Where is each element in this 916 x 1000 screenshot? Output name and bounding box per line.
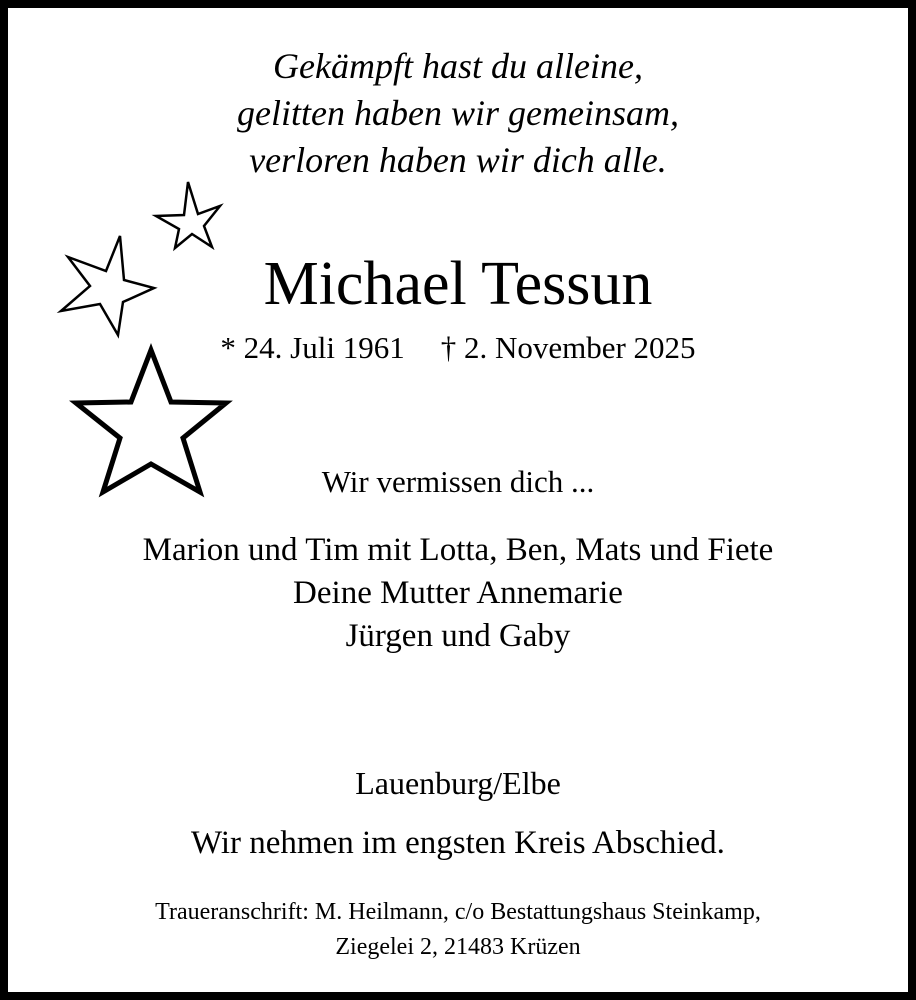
- address-line: Ziegelei 2, 21483 Krüzen: [335, 934, 581, 960]
- life-dates: [8, 330, 908, 366]
- mourner-line: Deine Mutter Annemarie: [293, 575, 623, 611]
- mourner-line: Jürgen und Gaby: [345, 618, 571, 654]
- place: Lauenburg/Elbe: [355, 765, 561, 801]
- death-date: † 2. November 2025: [440, 330, 696, 365]
- star-icon: [156, 182, 220, 248]
- birth-date: * 24. Juli 1961: [220, 330, 405, 365]
- address-line: Traueranschrift: M. Heilmann, c/o Bestattungshaus Steinkamp,: [155, 899, 761, 925]
- poem-line: Gekämpft hast du alleine,: [273, 46, 643, 86]
- message: Wir vermissen dich ...: [321, 464, 595, 499]
- poem-line: verloren haben wir dich alle.: [249, 140, 667, 180]
- mourner-line: Marion und Tim mit Lotta, Ben, Mats und Fiete: [142, 532, 774, 568]
- farewell-text: Wir nehmen im engsten Kreis Abschied.: [191, 825, 725, 861]
- poem-line: gelitten haben wir gemeinsam,: [237, 93, 679, 133]
- deceased-name: Michael Tessun: [263, 250, 653, 318]
